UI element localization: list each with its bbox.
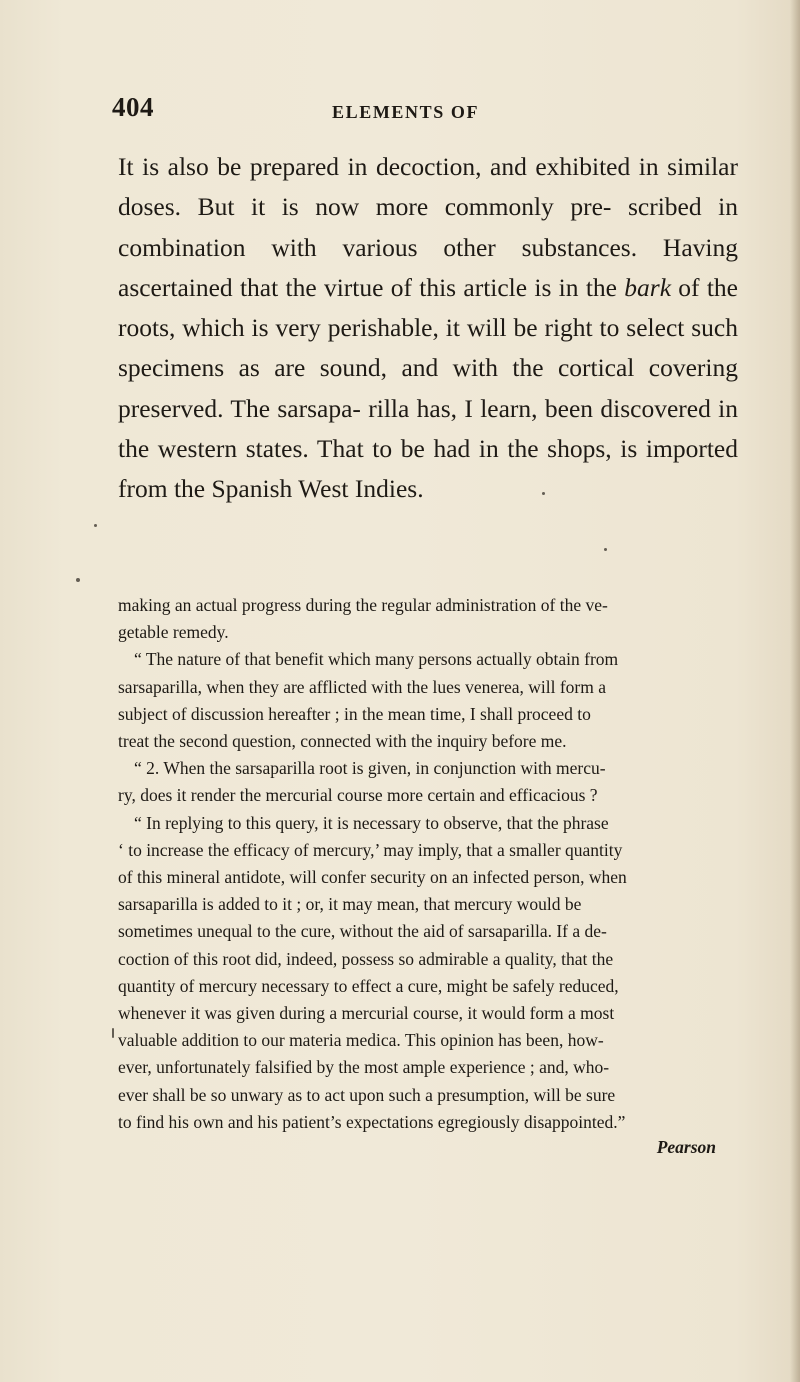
running-head: ELEMENTS OF bbox=[332, 102, 480, 122]
footnote-line: sarsaparilla, when they are afflicted with the lues venerea, will form a bbox=[118, 676, 607, 697]
main-line: Having ascertained that the virtue of this article is in bbox=[118, 232, 738, 302]
ink-speck bbox=[542, 492, 545, 495]
footnote-line: “ In replying to this query, it is necessary to observe, that the phrase bbox=[134, 812, 609, 833]
footnote-line: “ 2. When the sarsaparilla root is given, in conjunction with mercu- bbox=[134, 758, 606, 779]
footnote-line: valuable addition to our materia medica. This opinion has been, how- bbox=[118, 1030, 604, 1051]
emphasis-bark: bark bbox=[624, 272, 672, 302]
footnote-line: making an actual progress during the regular administration of the ve- bbox=[118, 595, 608, 615]
main-line: scribed in combination with various other substances. bbox=[118, 192, 738, 262]
page-header bbox=[112, 92, 732, 136]
footnote-line: ry, does it render the mercurial course more certain and efficacious ? bbox=[118, 785, 598, 806]
page-number: 404 bbox=[112, 92, 154, 122]
ink-speck bbox=[604, 548, 607, 551]
footnote-line: ever shall be so unwary as to act upon such a presumption, will be sure bbox=[118, 1084, 616, 1105]
footnote-line: ever, unfortunately falsified by the most ample experience ; and, who- bbox=[118, 1057, 610, 1078]
footnote-line: getable remedy. bbox=[118, 622, 229, 643]
footnote-line: subject of discussion hereafter ; in the mean time, I shall proceed to bbox=[118, 703, 591, 724]
main-line: be right to select such specimens as are sound, and bbox=[118, 313, 739, 383]
footnote-line: treat the second question, connected with the inquiry before me. bbox=[118, 731, 567, 752]
footnote-line: whenever it was given during a mercurial course, it would form a most bbox=[118, 1003, 615, 1024]
ink-speck bbox=[76, 578, 80, 582]
main-line-emphasis: the bark of the roots, which is very perishable, it will bbox=[118, 272, 738, 343]
main-line: with the cortical covering preserved. The sarsapa- bbox=[118, 353, 738, 423]
footnote-line: sarsaparilla is added to it ; or, it may mean, that mercury would be bbox=[118, 894, 582, 915]
footnote-line: coction of this root did, indeed, possess so admirable a quality, that the bbox=[118, 948, 614, 969]
main-line: in similar doses. But it is now more commonly pre- bbox=[118, 152, 738, 222]
ink-speck bbox=[112, 1028, 114, 1038]
footnote-line: quantity of mercury necessary to effect a cure, might be safely reduced, bbox=[118, 975, 619, 996]
main-line: rilla has, I learn, been discovered in the western bbox=[118, 393, 738, 464]
footnote-line: of this mineral antidote, will confer security on an infected person, when bbox=[118, 867, 627, 888]
footnote-line: to find his own and his patient’s expectations egregiously disappointed.” bbox=[118, 1111, 626, 1132]
footnote bbox=[118, 592, 738, 1161]
footnote-line: “ The nature of that benefit which many persons actually obtain from bbox=[134, 649, 619, 670]
footnote-signature: Pearson bbox=[656, 1137, 716, 1158]
ink-speck bbox=[94, 524, 97, 527]
footnote-line: sometimes unequal to the cure, without the aid of sarsaparilla. If a de- bbox=[118, 921, 607, 942]
main-line: the Spanish West Indies. bbox=[173, 474, 424, 504]
main-paragraph bbox=[118, 147, 738, 510]
page-edge-shadow bbox=[790, 0, 800, 1382]
footnote-line: ‘ to increase the efficacy of mercury,’ may imply, that a smaller quantity bbox=[118, 839, 623, 860]
main-line: states. That to be had in the shops, is imported from bbox=[118, 434, 738, 504]
main-line: It is also be prepared in decoction, and exhibited bbox=[118, 152, 631, 181]
